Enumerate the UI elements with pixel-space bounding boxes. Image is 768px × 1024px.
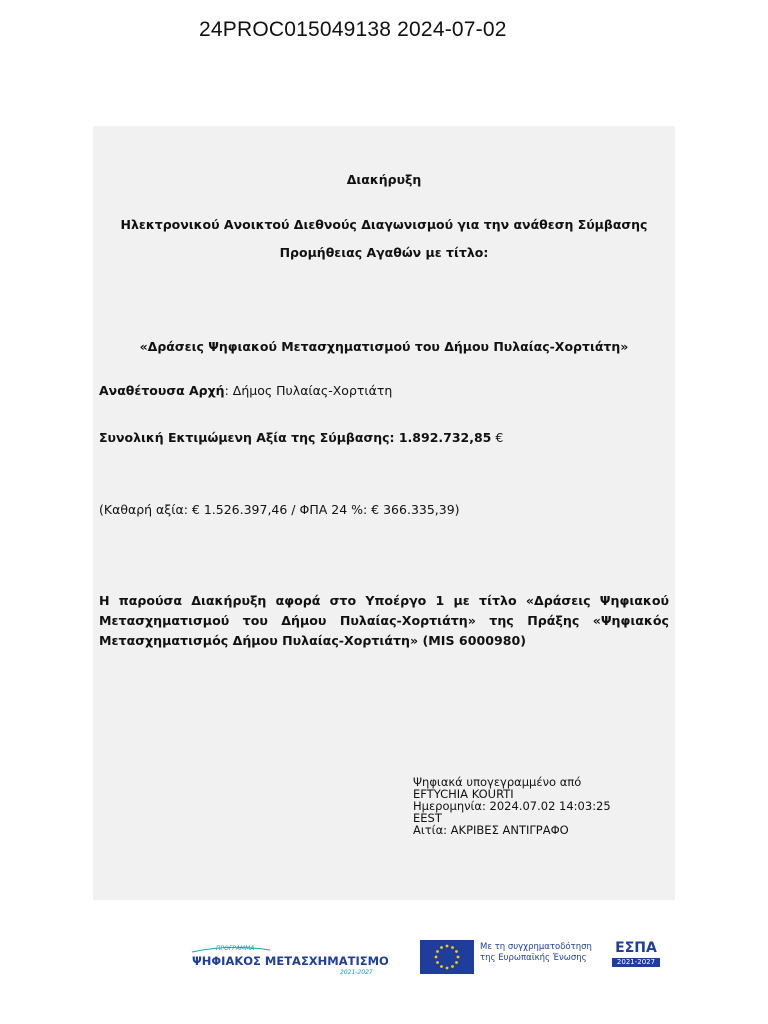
signature-line-2: EFTYCHIA KOURTI — [413, 787, 514, 801]
program-logo-graphic — [190, 940, 390, 976]
authority-value: : Δήμος Πυλαίας-Χορτιάτη — [224, 383, 393, 398]
project-title: «Δράσεις Ψηφιακού Μετασχηματισμού του Δήμου Πυλαίας-Χορτιάτη» — [139, 339, 629, 354]
subtitle-line-1: Ηλεκτρονικού Ανοικτού Διεθνούς Διαγωνισμού για την ανάθεση Σύμβασης — [120, 217, 648, 232]
description-paragraph: Η παρούσα Διακήρυξη αφορά στο Υποέργο 1 με τίτλο «Δράσεις Ψηφιακού Μετασχηματισμού του Δήμου Πυλαίας-Χορτιάτη» της Πράξης «Ψηφιακός Μετασχηματισμός Δήμου Πυλαίας-Χορτιάτη» (MIS 6000980) — [99, 593, 669, 648]
subtitle-line-2: Προμήθειας Αγαθών με τίτλο: — [279, 245, 489, 260]
net-value: (Καθαρή αξία: € 1.526.397,46 / ΦΠΑ 24 %: € 366.335,39) — [99, 502, 460, 517]
contract-value — [99, 427, 503, 449]
contract-value-label: Συνολική Εκτιμώμενη Αξία της Σύμβασης: 1.892.732,85 — [99, 430, 492, 445]
document-title: Διακήρυξη — [346, 172, 422, 187]
authority-label: Αναθέτουσα Αρχή — [99, 383, 225, 398]
eu-text-line-2: της Ευρωπαϊκής Ένωσης — [480, 953, 587, 963]
eu-text-line-1: Με τη συγχρηματοδότηση — [480, 942, 592, 952]
signature-line-1: Ψηφιακά υπογεγραμμένο από — [413, 775, 582, 789]
signature-line-4: EEST — [413, 811, 442, 825]
document-page — [93, 126, 675, 900]
contracting-authority — [99, 380, 392, 402]
espa-years: 2021-2027 — [612, 958, 660, 967]
digital-transformation-program-logo — [190, 940, 390, 976]
program-name: ΨΗΦΙΑΚΟΣ ΜΕΤΑΣΧΗΜΑΤΙΣΜΟΣ — [192, 954, 390, 968]
contract-value-currency: € — [491, 430, 504, 445]
program-small-label: ΠΡΟΓΡΑΜΜΑ — [216, 945, 255, 952]
espa-logo — [608, 940, 664, 974]
espa-title: ΕΣΠΑ — [615, 940, 657, 956]
eu-cofunding-text — [480, 942, 600, 964]
signature-line-5: Αιτία: ΑΚΡΙΒΕΣ ΑΝΤΙΓΡΑΦΟ — [413, 823, 569, 837]
signature-line-3: Ημερομηνία: 2024.07.02 14:03:25 — [413, 799, 611, 813]
program-years: 2021-2027 — [340, 969, 373, 976]
protocol-stamp: 24PROC015049138 2024-07-02 — [199, 18, 507, 41]
digital-signature — [413, 776, 611, 836]
eu-stars-icon — [420, 940, 474, 974]
eu-flag-icon — [420, 940, 474, 974]
footer-logos — [0, 930, 768, 990]
